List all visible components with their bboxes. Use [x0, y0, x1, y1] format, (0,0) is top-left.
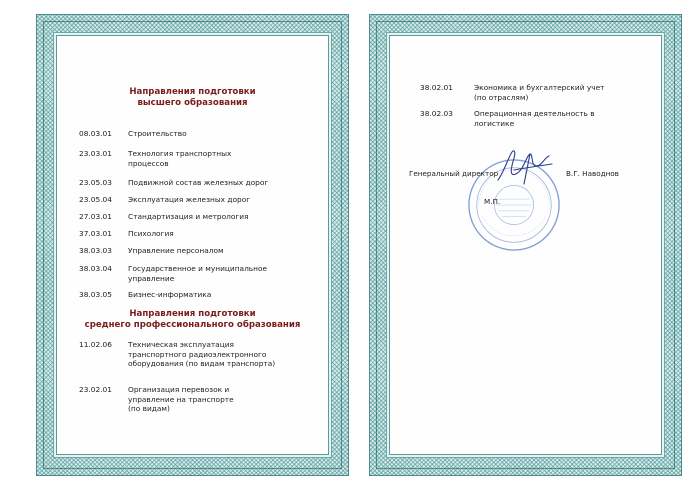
heading-line: высшего образования — [137, 98, 248, 108]
left-page-content — [56, 35, 329, 455]
program-name: Строительство — [128, 129, 187, 138]
program-code: 23.05.03 — [79, 178, 112, 187]
program-name: Государственное и муниципальное управление — [128, 264, 268, 283]
secondary-education-heading — [57, 309, 328, 331]
program-code: 11.02.06 — [79, 340, 112, 349]
program-name: Психология — [128, 229, 174, 238]
program-code: 23.05.04 — [79, 195, 112, 204]
heading-line: Направления подготовки — [129, 309, 256, 319]
right-page — [369, 14, 682, 476]
program-code: 38.03.04 — [79, 264, 112, 273]
program-name: Эксплуатация железных дорог — [128, 195, 251, 204]
right-page-content — [389, 35, 662, 455]
program-code: 23.03.01 — [79, 149, 112, 158]
program-code: 38.02.01 — [420, 83, 453, 92]
program-code: 27.03.01 — [79, 212, 112, 221]
program-name: Технология транспортных процессов — [128, 149, 232, 168]
program-code: 23.02.01 — [79, 385, 112, 394]
program-name: Экономика и бухгалтерский учет (по отраслям) — [474, 83, 605, 102]
left-page — [36, 14, 349, 476]
heading-line: среднего профессионального образования — [84, 320, 301, 330]
program-name: Стандартизация и метрология — [128, 212, 249, 221]
stamp-place-label: М.П. — [484, 197, 501, 206]
heading-line: Направления подготовки — [129, 87, 256, 97]
signature-mark — [494, 144, 556, 188]
program-name: Операционная деятельность в логистике — [474, 109, 595, 128]
program-code: 38.03.05 — [79, 290, 112, 299]
program-code: 38.03.03 — [79, 246, 112, 255]
program-code: 38.02.03 — [420, 109, 453, 118]
director-title: Генеральный директор — [409, 169, 499, 178]
program-name: Бизнес-информатика — [128, 290, 212, 299]
program-code: 08.03.01 — [79, 129, 112, 138]
program-name: Организация перевозок и управление на транспорте (по видам) — [128, 385, 234, 414]
program-name: Техническая эксплуатация транспортного радиоэлектронного оборудования (по видам транспорта) — [128, 340, 276, 369]
higher-education-heading — [57, 87, 328, 109]
program-name: Управление персоналом — [128, 246, 224, 255]
director-name: В.Г. Наводнов — [566, 169, 619, 178]
program-name: Подвижной состав железных дорог — [128, 178, 269, 187]
program-code: 37.03.01 — [79, 229, 112, 238]
